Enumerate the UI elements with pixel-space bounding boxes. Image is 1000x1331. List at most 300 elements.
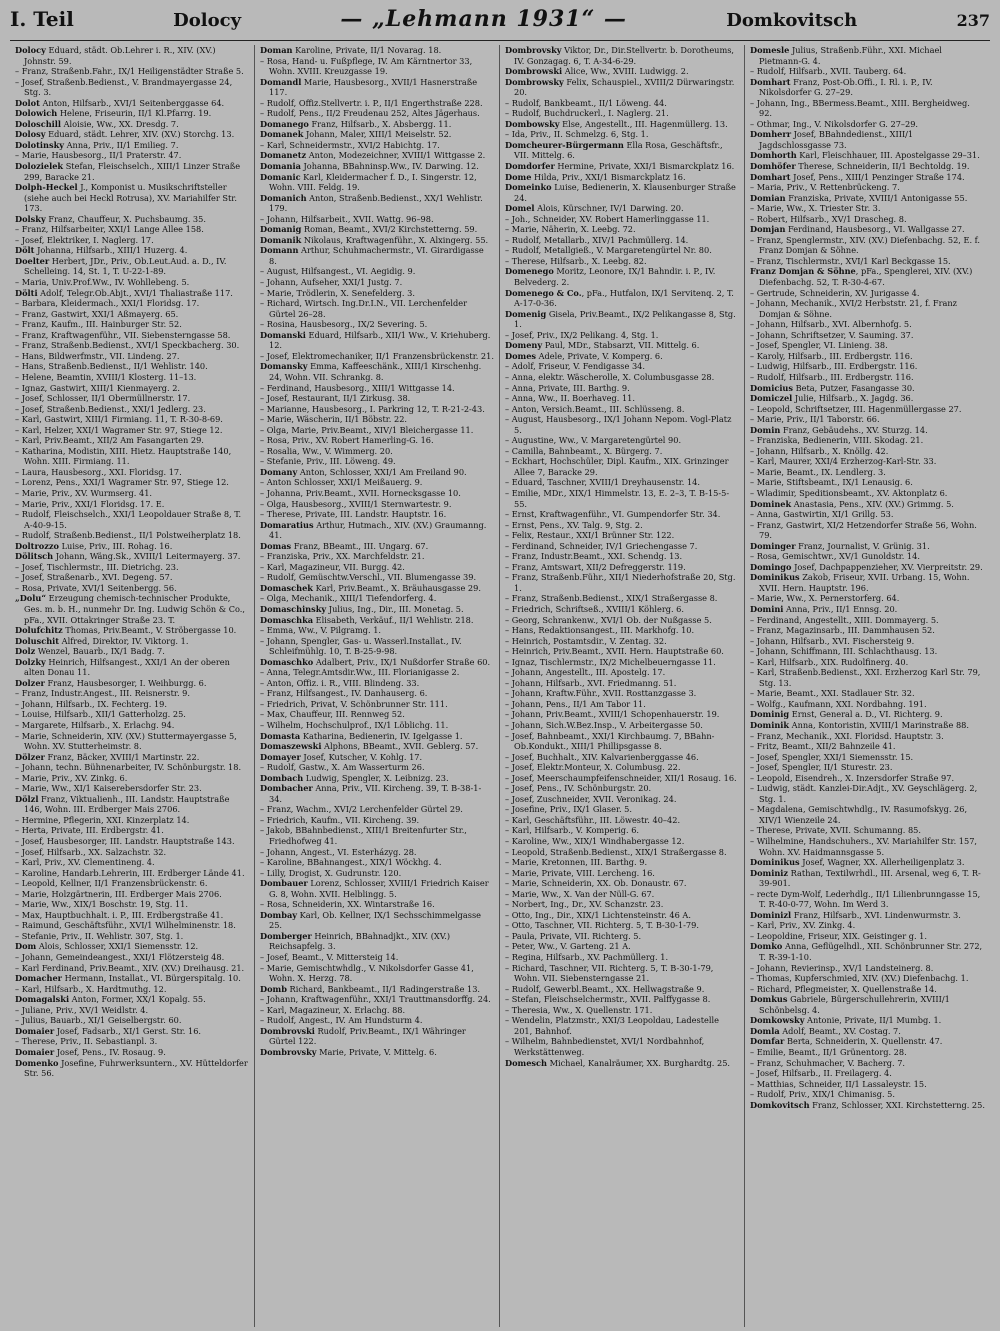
entry-details: – Hans, Redaktionsangest., III. Markhofg. 10. [505,625,695,636]
directory-entry [260,161,494,172]
entry-details: – Friedrich, Schriftseß., XVIII/1 Köhlerg. 6. [505,603,684,614]
directory-entry [260,224,494,235]
directory-entry [260,752,494,763]
directory-entry [15,688,249,699]
directory-entry [505,172,739,183]
directory-entry [750,889,985,910]
entry-details: Franz, Chauffeur, X. Puchsbaumg. 35. [45,213,206,224]
directory-entry [15,351,249,362]
directory-entry [505,203,739,214]
directory-entry [15,646,249,657]
entry-details: Franz, Hausbesorger, I. Weihburgg. 6. [44,677,207,688]
entry-details: – Josef, Schlosser, II/1 Obermüllnerstr. 17. [15,393,191,404]
entry-surname: Dolsky [15,213,46,224]
column-4 [745,45,990,1327]
entry-surname: Dombowsky [505,118,560,129]
directory-entry [750,604,985,615]
directory-entry [15,773,249,784]
directory-entry [15,414,249,425]
entry-surname: Domhorth [750,150,797,161]
directory-entry [505,477,739,488]
entry-details: – Marie, Ww., X. Pernerstorferg. 64. [750,593,900,604]
entry-details: – Anna, Telegr.Amtsdir.Ww., III. Florianigasse 2. [260,667,460,678]
entry-surname: Dombrovsky [260,1046,317,1057]
directory-entry [750,562,985,573]
directory-entry [260,235,494,246]
entry-details: – Johann, Hilfsarb., XVI. Albernhofg. 5. [750,319,912,330]
entry-details: – Marie, Stiftsbeamt., IX/1 Lenausig. 6. [750,477,913,488]
directory-entry [260,825,494,846]
directory-entry [15,562,249,573]
directory-entry [750,1036,985,1047]
entry-surname: Dombrowski [505,66,563,77]
entry-surname: Dominiz [750,867,789,878]
entry-details: – Maria, Priv., V. Rettenbrückeng. 7. [750,182,900,193]
directory-entry [260,383,494,394]
directory-entry [15,499,249,510]
directory-entry [15,952,249,963]
entry-details: Adolf, Telegr.Ob.Abjt., XVI/1 Thaliastraße 117. [37,287,233,298]
entry-details: – Rudolf, Metallgieß., V. Margaretengürtel Nr. 80. [505,245,712,256]
entry-details: – Marie, Ww., X. Triester Str. 3. [750,203,881,214]
directory-entry [260,404,494,415]
directory-entry [260,425,494,436]
directory-entry [260,351,494,362]
entry-details: – Camilla, Bahnbeamt., X. Bürgerg. 7. [505,445,663,456]
directory-entry [505,984,739,995]
directory-entry [750,224,985,235]
directory-entry [750,688,985,699]
entry-surname: Domacher [15,973,62,984]
entry-details: – Karl, Straßenb.Bedienst., XXI. Erzherzog Karl Str. 79, Stg. 13. [750,667,981,688]
entry-details: – Rudolf, Gastw., X. Am Wasserturm 26. [260,762,425,773]
entry-details: – Johann, Angestellt., III. Apostelg. 17. [505,667,666,678]
directory-entry [505,119,739,130]
directory-entry [15,509,249,530]
directory-entry [505,804,739,815]
entry-details: Franz, Post-Ob.Offi., I. Rl. i. P., IV. Nikolsdorfer G. 27–29. [759,76,933,98]
directory-entry [505,889,739,900]
directory-entry [505,509,739,520]
entry-details: – Johann, Aufseher, XXI/1 Justg. 7. [260,277,403,288]
directory-entry [15,161,249,182]
entry-details: – Eckhart, Hochschüler, Dipl. Kaufm., XIX. Grinzinger Allee 7, Baracke 29. [505,456,729,477]
directory-entry [505,1015,739,1036]
directory-entry [505,952,739,963]
directory-entry [505,857,739,868]
entry-details: – August, Hilfsangest., VI. Aegidig. 9. [260,266,416,277]
directory-entry [260,994,494,1005]
directory-entry [750,667,985,688]
entry-details: Johanna, Hilfsarb., XIII/1 Huzerg. 4. [34,245,188,256]
entry-details: – Karl, Hilfsarb., XIX. Rudolfinerg. 40. [750,656,909,667]
entry-details: – August, Hausbesorg., IX/1 Johann Nepom. Vogl-Platz 5. [505,414,732,435]
entry-details: – Josef, Hilfsarb., II. Freilagerg. 4. [750,1068,892,1079]
directory-entry [15,182,249,214]
entry-details: Franz, BBeamt., III. Ungarg. 67. [291,540,429,551]
directory-entry [15,889,249,900]
entry-surname: Domhart [750,76,791,87]
entry-details: Katharina, Bedienerin, IV. Igelgasse 1. [300,730,463,741]
entry-details: – Herta, Private, III. Erdbergstr. 41. [15,825,164,836]
directory-entry [505,920,739,931]
directory-entry [260,1005,494,1016]
directory-entry [15,899,249,910]
entry-details: – Ernst, Kraftwagenführ., VI. Gumpendorfer Str. 34. [505,509,721,520]
entry-surname: Domaier [15,1046,55,1057]
entry-details: Roman, Beamt., XVI/2 Kirchstetterng. 59. [301,224,478,235]
entry-surname: Dombay [260,909,298,920]
directory-entry [15,783,249,794]
entry-details: Aloisie, Ww., XX. Dresdg. 7. [61,118,179,129]
entry-details: Heinrich, BBahnadjkt., XIV. (XV.) Reichsapfelg. 3. [269,930,451,952]
directory-entry [15,298,249,309]
directory-entry [260,593,494,604]
entry-details: – Rudolf, Gemüschtw.Verschl., VII. Blumengasse 39. [260,572,477,583]
entry-details: – Franz, Straßenb.Bedienst., XIX/1 Straßergasse 8. [505,593,718,604]
directory-entry [15,404,249,415]
entry-details: – Jakob, BBahnbedienst., XIII/1 Breitenfurter Str., Friedhofweg 41. [260,825,467,847]
entry-details: – Johann, Kraftw.Führ., XVII. Rosttanzgasse 3. [505,688,697,699]
entry-surname: Dombauer [260,878,308,889]
directory-entry [15,731,249,752]
directory-entry [15,1058,249,1079]
directory-entry [750,499,985,510]
entry-surname: Doman [260,45,293,55]
entry-surname: Dölt [15,245,35,256]
directory-entry [260,45,494,56]
directory-entry [260,456,494,467]
entry-details: – Marie, Näherin, X. Leebg. 72. [505,224,636,235]
entry-details: – Ludwig, städt. Kanzlei-Dir.Adjt., XV. Geyschlägerg. 2, Stg. 1. [750,783,978,804]
directory-entry [260,108,494,119]
entry-details: Anna, Priv., II/1 Emilieg. 7. [64,139,179,150]
entry-details: Johann, Maler, XIII/1 Meiselstr. 52. [303,129,452,140]
entry-details: Hermine, Private, XXI/1 Bismarckplatz 16. [554,161,735,172]
entry-surname: Dombrovski [260,1025,315,1036]
directory-entry [750,1079,985,1090]
directory-entry [260,625,494,636]
entry-surname: Dominikus [750,857,800,868]
entry-details: – Karoline, BBahnangest., XIX/1 Wöckhg. 4. [260,857,442,868]
directory-entry [260,847,494,858]
directory-entry [505,941,739,952]
directory-entry [750,931,985,942]
entry-surname: Domas [260,540,292,551]
entry-details: – Fritz, Beamt., XII/2 Bahnzeile 41. [750,741,896,752]
column-1 [10,45,255,1327]
directory-entry [260,699,494,710]
entry-details: – Wladimir, Speditionsbeamt., XV. Aktonplatz 6. [750,487,948,498]
entry-surname: Domingo [750,561,792,572]
directory-entry [260,604,494,615]
directory-entry [505,646,739,657]
entry-details: – Karl Ferdinand, Priv.Beamt., XIV. (XV.) Dreihausg. 21. [15,962,245,973]
entry-details: – Franz, Straßenb.Führ., XII/1 Niederhofstraße 20, Stg. 1. [505,572,736,593]
entry-surname: Dombacher [260,783,313,794]
entry-details: – Franz, Kaufm., III. Hainburger Str. 52. [15,319,182,330]
entry-details: Ferdinand, Hausbesorg., VI. Wallgasse 27. [785,224,965,235]
entry-details: – Richard, Taschner, VII. Richterg. 5, T. B-30-1-79, Wohn. VII. Siebensterngasse 21. [505,962,714,984]
entry-details: – Max, Hauptbuchhalt. i. P., III. Erdbergstraße 41. [15,909,224,920]
directory-entry [505,140,739,161]
entry-surname: Dome [505,171,532,182]
entry-details: – Karl, Magazineur, VII. Burgg. 42. [260,561,405,572]
entry-surname: Domaschinsky [260,603,327,614]
entry-details: – Franz, Magazinsarb., III. Dammhausen 52. [750,625,935,636]
entry-details: – Rudolf, Buchdruckerl., I. Naglerg. 21. [505,108,669,119]
entry-details: – Max, Chauffeur, III. Rennweg 52. [260,709,405,720]
entry-details: – Robert, Hilfsarb., XV/1 Drascheg. 8. [750,213,907,224]
directory-entry [260,636,494,657]
directory-entry [750,45,985,66]
directory-entry [505,551,739,562]
entry-details: Anna, Priv., VII. Kircheng. 39, T. B-38-1-34. [269,783,482,804]
directory-entry [505,1005,739,1016]
entry-details: Emma, Kaffeeschänk., XIII/1 Kirschenhg. 24, Wohn. VII. Schrankg. 8. [269,361,482,382]
entry-details: – Maria, Univ.Prof.Ww., IV. Wohllebeng. 5. [15,277,190,288]
entry-details: – Rosa, Schneiderin, XX. Wintarstraße 16. [260,899,435,910]
entry-details: Zakob, Friseur, XVII. Urbang. 15, Wohn. XVII. Hern. Hauptstr. 196. [759,572,970,593]
directory-entry [15,1026,249,1037]
directory-entry [15,583,249,594]
entry-details: – Olga, Marie, Priv.Beamt., XIV/1 Bleichergasse 11. [260,424,474,435]
entry-details: – Marie, Schneiderin, XIV. (XV.) Stuttermayergasse 5, Wohn. XV. Stutterheimstr. 8. [15,730,237,752]
entry-details: Alois, Kürschner, IV/1 Darwing. 20. [534,203,684,214]
entry-surname: Domenig [505,308,547,319]
directory-entry [750,298,985,319]
entry-details: – Rudolf, Angest., IV. Am Hundsturm 4. [260,1015,423,1026]
directory-entry [15,825,249,836]
entry-details: – Marie, Schneiderin, XX. Ob. Donaustr. 67. [505,878,687,889]
entry-details: – Johann, Angest., VI. Esterházyg. 28. [260,846,417,857]
directory-entry [15,836,249,847]
entry-details: Berta, Schneiderin, X. Quellenstr. 47. [784,1036,943,1047]
entry-details: – Adolf, Friseur, V. Fendigasse 34. [505,361,645,372]
entry-details: Eduard, städt. Ob.Lehrer i. R., XIV. (XV.) Johnstr. 59. [24,45,216,66]
directory-entry [505,488,739,509]
directory-entry [505,731,739,752]
directory-entry [505,899,739,910]
entry-details: – Richard, Pflegmeister, X. Quellenstraße 14. [750,983,937,994]
entry-details: Franziska, Private, XVIII/1 Antonigasse 55. [785,192,968,203]
entry-surname: Dölti [15,287,38,298]
entry-details: – Emma, Ww., V. Pilgramg. 1. [260,625,382,636]
directory-entry [750,625,985,636]
directory-entry [750,1047,985,1058]
entry-surname: Domandl [260,76,302,87]
entry-details: – Karl, Helzer, XXI/1 Wagramer Str. 97, Stiege 12. [15,424,223,435]
entry-details: – Josef, Hausbesorger, III. Landstr. Hauptstraße 143. [15,836,235,847]
entry-details: – Josef, Spengler, VI. Linieng. 38. [750,340,888,351]
directory-entry [750,150,985,161]
directory-entry [15,383,249,394]
directory-entry [750,994,985,1015]
entry-details: – Franz, Wachm., XVI/2 Lerchenfelder Gürtel 29. [260,804,463,815]
entry-details: – Rudolf, Hilfsarb., III. Erdbergstr. 116. [750,371,914,382]
entry-surname: Doltrozzo [15,540,59,551]
entry-details: – Laura, Hausbesorg., XXI. Floridsg. 17. [15,466,182,477]
entry-details: – Karl, Priv.Beamt., XII/2 Am Fasangarten 29. [15,435,204,446]
directory-entry [505,66,739,77]
entry-details: – Richard, Wirtsch. Ing.Dr.I.N., VII. Lerchenfelder Gürtel 26–28. [260,298,468,319]
entry-surname: Domin [750,424,781,435]
entry-details: – Josef, Priv., IX/2 Pelikang. 4, Stg. 1. [505,329,659,340]
entry-surname: Doelter [15,255,50,266]
directory-entry [260,435,494,446]
entry-surname: Domagalski [15,994,70,1005]
entry-details: – Karl, Hilfsarb., X. Hardtmuthg. 12. [15,983,167,994]
directory-entry [750,615,985,626]
directory-entry [260,414,494,425]
entry-details: – Lorenz, Pens., XXI/1 Wagramer Str. 97, Stiege 12. [15,477,229,488]
entry-details: – Emilie, Beamt., II/1 Grünentorg. 28. [750,1046,907,1057]
entry-surname: Domberger [260,930,312,941]
directory-entry [260,541,494,552]
directory-entry [260,583,494,594]
entry-details: Viktor, Dr., Dir.Stellvertr. b. Dorotheums, IV. Gonzagag. 6, T. A-34-6-29. [514,45,735,66]
directory-entry [750,361,985,372]
entry-details: Rudolf, Priv.Beamt., IX/1 Währinger Gürtel 122. [269,1025,466,1047]
entry-details: – Hermine, Pflegerin, XXI. Kinzerplatz 14. [15,814,190,825]
directory-entry [750,467,985,478]
directory-entry [15,963,249,974]
directory-entry [750,119,985,130]
entry-surname: Domaszewski [260,741,322,752]
entry-details: Richard, Bankbeamt., II/1 Radingerstraße 13. [286,983,481,994]
entry-details: – Margarete, Hilfsarb., X. Erlachg. 94. [15,720,175,730]
directory-entry [15,910,249,921]
entry-details: – Therese, Private, XVII. Schumanng. 85. [750,825,921,836]
directory-entry [505,868,739,879]
directory-entry [750,709,985,720]
directory-entry [260,361,494,382]
page-header [10,6,990,41]
entry-surname: Domanich [260,192,307,203]
entry-details: Adalbert, Priv., IX/1 Nußdorfer Straße 60. [313,656,491,667]
entry-details: – Rudolf, Gewerbl.Beamt., XX. Hellwagstraße 9. [505,983,705,994]
entry-details: – Wolfg., Kaufmann, XXI. Nordbahng. 191. [750,698,927,709]
entry-details: – Josef, Elektromechaniker, II/1 Franzensbrückenstr. 21. [260,350,494,361]
entry-details: – Leopold, Eisendreh., X. Inzersdorfer Straße 97. [750,772,955,783]
entry-surname: Domfar [750,1036,785,1047]
directory-entry [750,266,985,287]
entry-details: – Wilhelm, Bahnbedienstet, XVI/1 Nordbahnhof, Werkstättenweg. [505,1036,705,1057]
directory-entry [260,815,494,826]
directory-entry [15,256,249,277]
directory-entry [750,941,985,962]
directory-entry [750,551,985,562]
directory-entry [505,456,739,477]
entry-details: – Wilhelm, Hochschulprof., IX/1 Löblichg. 11. [260,720,449,730]
directory-entry [505,414,739,435]
directory-entry [260,488,494,499]
directory-entry [15,425,249,436]
directory-entry [505,783,739,794]
entry-details: – Franz, Industr.Angest., III. Reisnerstr. 9. [15,688,190,699]
directory-entry [260,984,494,995]
entry-details: – Josef, Beamt., V. Mittersteig 14. [260,952,399,963]
entry-surname: Domko [750,941,783,952]
directory-entry [15,973,249,984]
entry-details: – Karl, Magazineur, X. Erlachg. 88. [260,1004,406,1015]
entry-details: – Franz, Gastwirt, XI/2 Hetzendorfer Straße 56, Wohn. 79. [750,519,977,541]
entry-surname: Domian [750,192,786,203]
directory-entry [260,467,494,478]
entry-details: – Marie, Priv., XV. Wurmserg. 41. [15,487,153,498]
entry-details: – Josef, Elektr.Monteur, X. Columbusg. 22. [505,762,681,773]
entry-surname: Domhart [750,171,791,182]
entry-details: – Josef, Spengler, XXI/1 Siemensstr. 15. [750,751,914,762]
directory-entry [260,193,494,214]
entry-details: – Thomas, Kupferschmied, XIV. (XV.) Diefenbachg. 1. [750,973,969,984]
directory-entry [260,1047,494,1058]
directory-entry [505,720,739,731]
entry-surname: Domenko [15,1057,59,1068]
entry-details: – Heinrich, Postamtsdir., V. Zentag. 32. [505,635,667,646]
entry-surname: Domayer [260,751,301,762]
directory-entry [750,446,985,457]
entry-details: Anton, Straßenb.Bedienst., XX/1 Wehlistr. 179. [269,192,483,214]
entry-details: – Franz, Straßenb.Fahr., IX/1 Heiligenstädter Straße 5. [15,66,244,77]
entry-details: Josef, Pens., IV. Rosaug. 9. [54,1046,166,1057]
entry-surname: Dom [15,941,37,952]
directory-entry [15,794,249,815]
entry-details: Arthur, Hutmach., XIV. (XV.) Graumanng. 41. [269,519,487,541]
entry-details: – Karoline, Handarb.Lehrerin, III. Erdberger Lände 41. [15,867,245,878]
directory-entry [505,762,739,773]
entry-surname: Dominig [750,709,790,720]
directory-entry [15,214,249,225]
directory-entry [505,931,739,942]
directory-entry [15,868,249,879]
entry-surname: Domany [260,466,298,477]
entry-details: Anastasia, Pens., XIV. (XV.) Grimmg. 5. [791,498,954,509]
directory-entry [505,256,739,267]
entry-details: – Anna, Private, III. Barthg. 9. [505,382,630,393]
directory-entry [750,456,985,467]
entry-details: – Johann, Priv.Beamt., XVIII/1 Schopenhauerstr. 19. [505,709,720,720]
directory-entry [750,288,985,299]
entry-details: Anton, Former, XX/1 Kopalg. 55. [69,994,206,1005]
directory-entry [260,330,494,351]
directory-entry [260,910,494,931]
entry-details: – Johann, Kraftwagenführ., XXI/1 Trauttmansdorffg. 24. [260,994,491,1005]
directory-entry [260,931,494,952]
directory-entry [15,129,249,140]
entry-surname: Dombrovsky [505,45,562,55]
entry-details: Anna, Geflügelhdl., XII. Schönbrunner Str. 272, T. R-39-1-10. [759,941,983,963]
directory-entry [505,520,739,531]
entry-details: – Josef, Straßenarb., XVI. Degeng. 57. [15,572,173,583]
directory-entry [505,383,739,394]
entry-details: – Hans, Straßenb.Bedienst., II/1 Wehlistr. 140. [15,361,208,372]
entry-details: , pFa., Hutfalon, IX/1 Servitenq. 2, T. A-17-0-36. [514,287,734,309]
entry-details: – Rudolf, Pens., II/2 Freudenau 252, Altes Jägerhaus. [260,108,480,119]
directory-entry [505,994,739,1005]
entry-surname: Domaschko [260,656,314,667]
directory-entry [15,66,249,77]
entry-details: – Josef, Elektriker, I. Naglerg. 17. [15,234,154,245]
directory-entry [260,393,494,404]
directory-entry [505,794,739,805]
entry-details: – Raimund, Geschäftsführ., XVI/1 Wilhelminenstr. 18. [15,920,236,931]
entry-details: – Johann, Schriftsetzer, V. Sauming. 37. [750,329,914,340]
directory-entry [15,150,249,161]
directory-entry [260,952,494,963]
entry-details: – Josef, Zuschneider, XVII. Veronikag. 24. [505,793,677,804]
directory-entry [505,836,739,847]
